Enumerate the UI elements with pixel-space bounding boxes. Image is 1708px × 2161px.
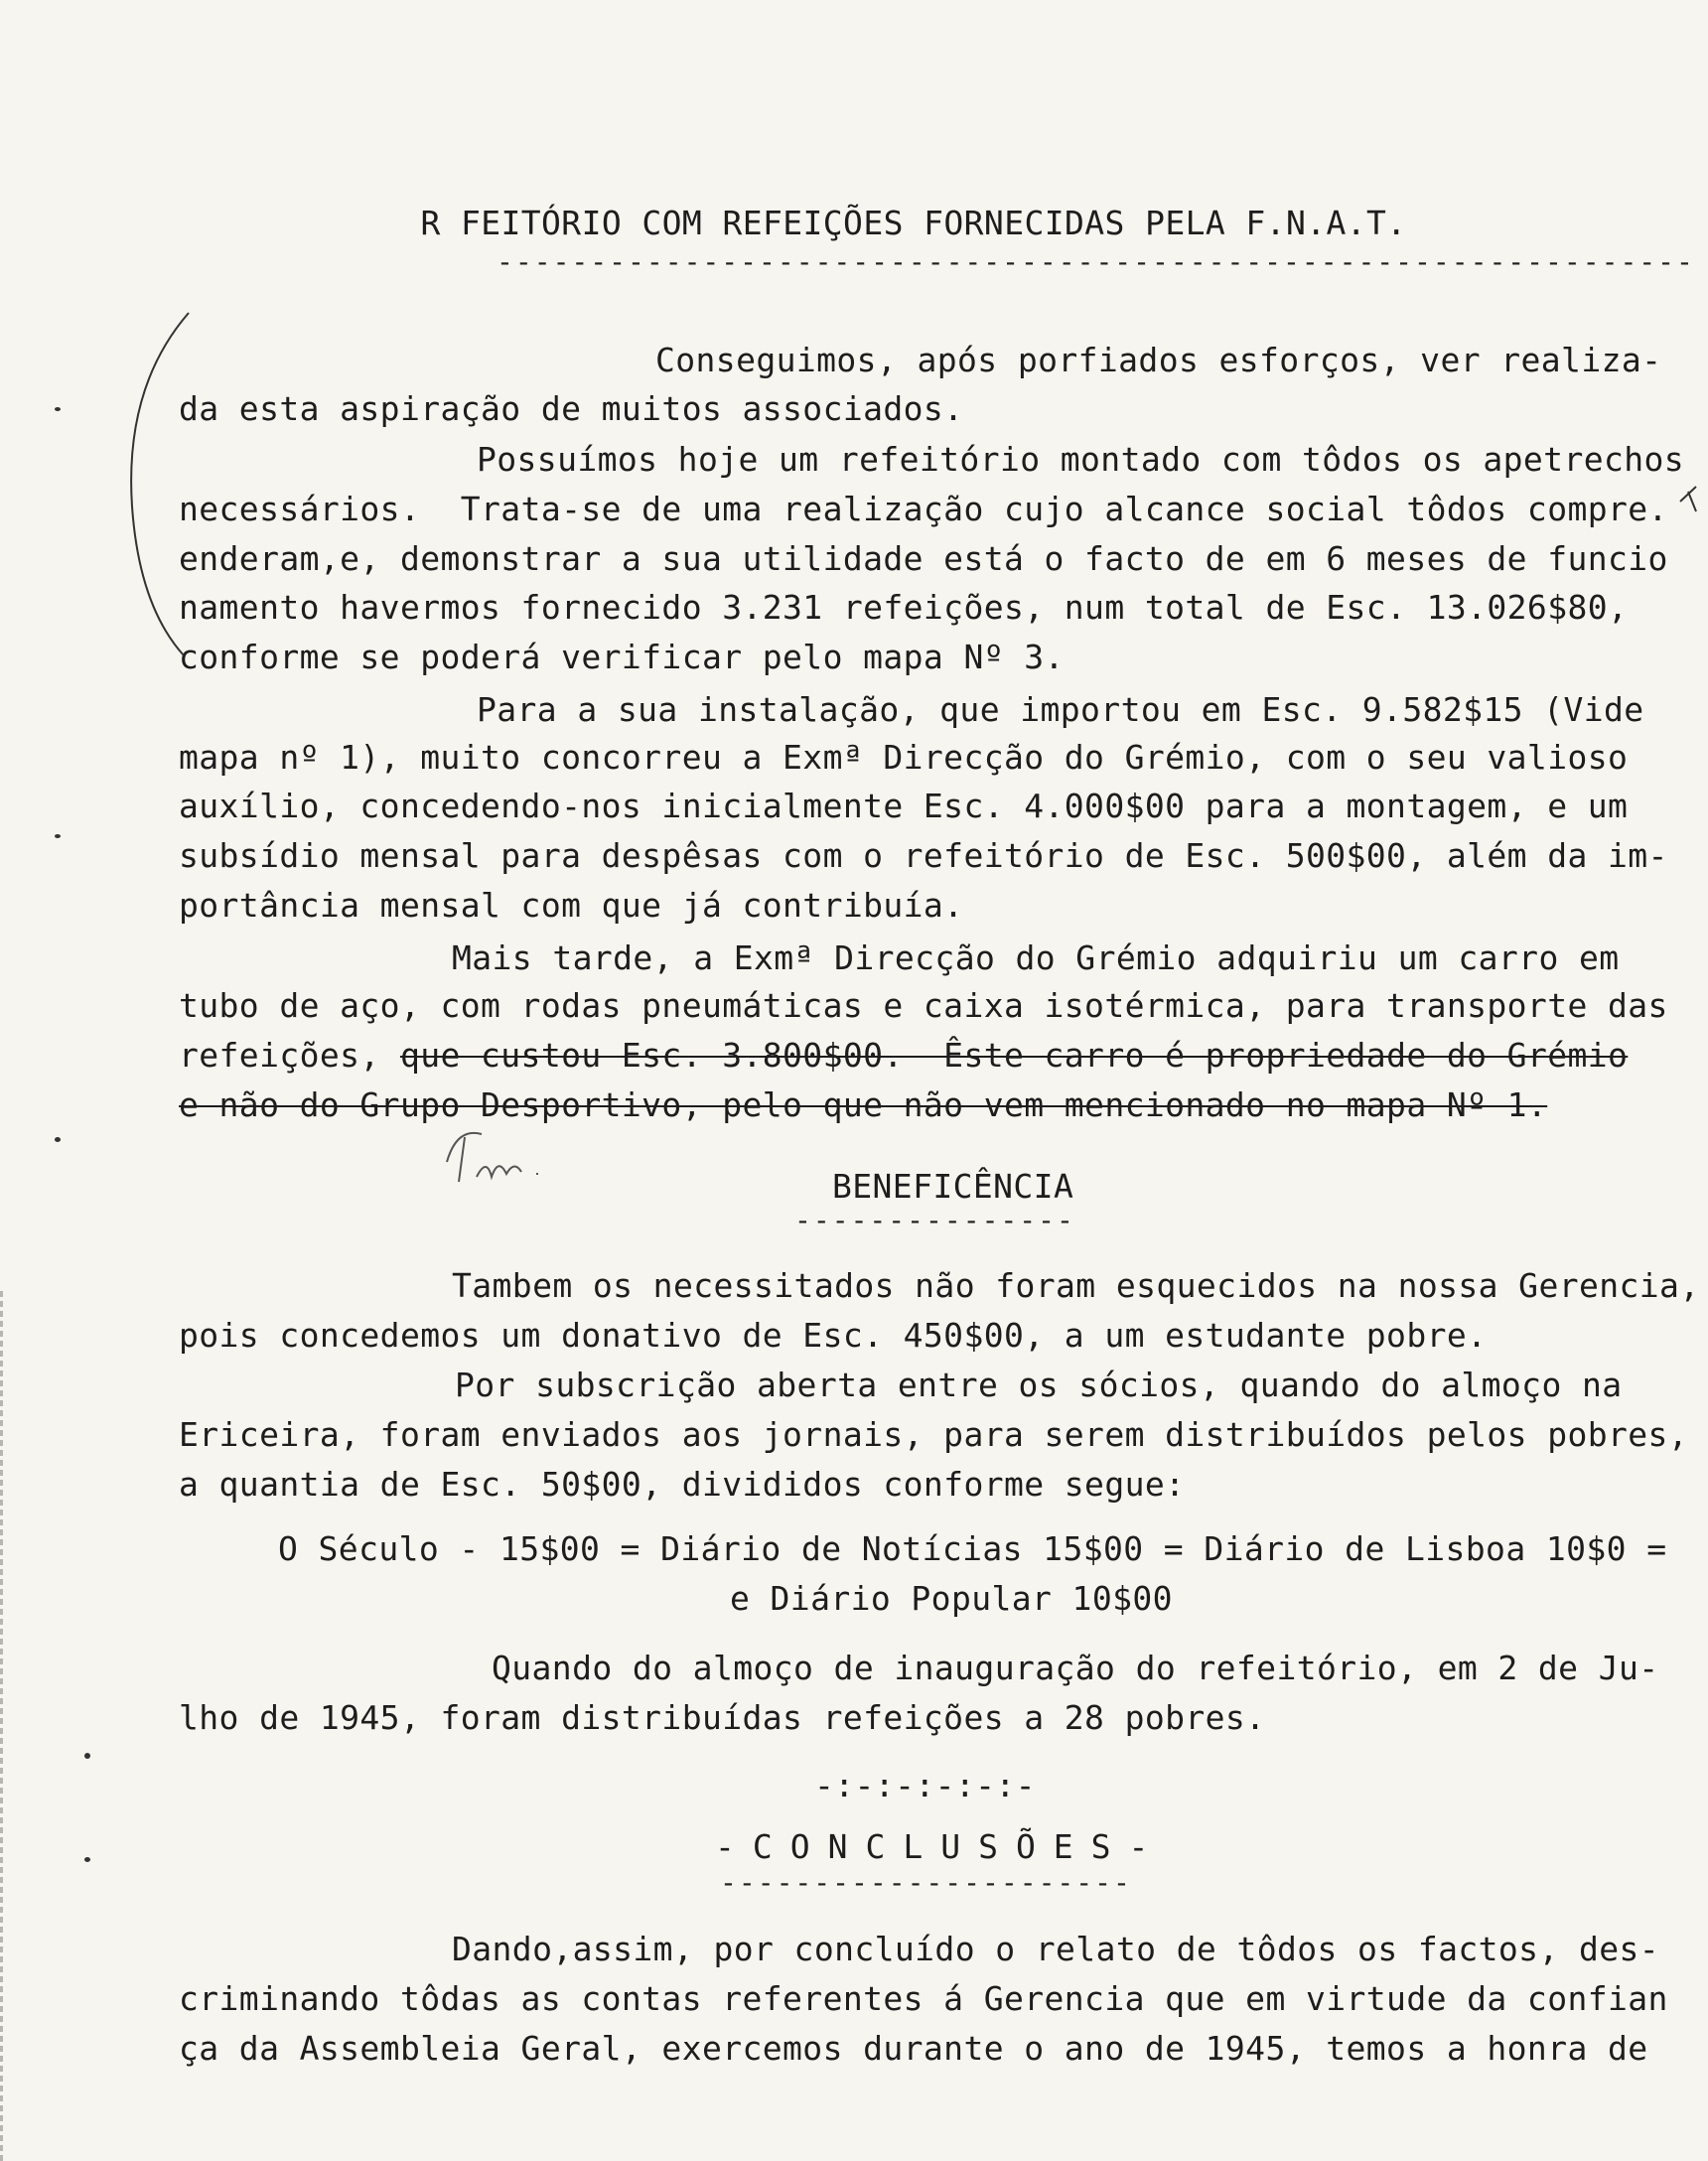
conclusoes-underline: ----------------------: [720, 1866, 1132, 1899]
paragraph-6-line-3: a quantia de Esc. 50$00, divididos conforme segue:: [179, 1465, 1186, 1504]
margin-dot: [84, 1857, 90, 1862]
paragraph-4-line-3-start: refeições,: [179, 1036, 400, 1075]
paragraph-7-line-2: lho de 1945, foram distribuídas refeições a 28 pobres.: [179, 1698, 1266, 1737]
paragraph-5-line-1: Tambem os necessitados não foram esquecidos na nossa Gerencia,: [452, 1266, 1700, 1305]
section-heading-conclusoes: -CONCLUSÕES-: [715, 1827, 1167, 1866]
margin-dot: [55, 834, 61, 838]
margin-dot: [55, 1137, 61, 1142]
paragraph-1-line-1: Conseguimos, após porfiados esforços, ver realiza-: [655, 341, 1662, 379]
paragraph-2-line-2: necessários. Trata-se de uma realização cujo alcance social tôdos compre.: [179, 490, 1668, 528]
paragraph-3-line-1: Para a sua instalação, que importou em Esc. 9.582$15 (Vide: [477, 690, 1644, 729]
paragraph-2-line-5: conforme se poderá verificar pelo mapa Nº 3.: [179, 638, 1065, 676]
margin-dot: [84, 1753, 90, 1759]
handwritten-initials: [437, 1122, 576, 1192]
paragraph-4-line-3: [179, 1036, 1628, 1076]
paragraph-2-line-4: namento havermos fornecido 3.231 refeições, num total de Esc. 13.026$80,: [179, 588, 1629, 627]
paragraph-7-line-1: Quando do almoço de inauguração do refeitório, em 2 de Ju-: [492, 1649, 1659, 1687]
paragraph-3-line-4: subsídio mensal para despêsas com o refeitório de Esc. 500$00, além da im-: [179, 836, 1668, 875]
document-title: R FEITÓRIO COM REFEIÇÕES FORNECIDAS PELA F.N.A.T.: [420, 204, 1407, 242]
paragraph-8-line-2: criminando tôdas as contas referentes á Gerencia que em virtude da confian: [179, 1979, 1668, 2018]
section-heading-beneficencia: BENEFICÊNCIA: [832, 1167, 1074, 1206]
paragraph-6-line-1: Por subscrição aberta entre os sócios, quando do almoço na: [455, 1366, 1623, 1404]
paragraph-8-line-1: Dando,assim, por concluído o relato de tôdos os factos, des-: [452, 1930, 1660, 1968]
paragraph-4-line-2: tubo de aço, com rodas pneumáticas e caixa isotérmica, para transporte das: [179, 986, 1668, 1025]
scan-edge: [0, 1291, 3, 2161]
margin-dot: [55, 407, 61, 411]
paragraph-6-line-2: Ericeira, foram enviados aos jornais, para serem distribuídos pelos pobres,: [179, 1415, 1689, 1454]
title-underline: ----------------------------------------------------------------: [497, 245, 1695, 278]
margin-arrow-mark: [1678, 482, 1708, 521]
struck-text: que custou Esc. 3.800$00. Êste carro é propriedade do Grémio: [399, 1036, 1629, 1075]
margin-bracket-mark: [114, 308, 204, 665]
paragraph-8-line-3: ça da Assembleia Geral, exercemos durante o ano de 1945, temos a honra de: [179, 2029, 1648, 2068]
paragraph-3-line-3: auxílio, concedendo-nos inicialmente Esc. 4.000$00 para a montagem, e um: [179, 787, 1629, 825]
paragraph-3-line-5: portância mensal com que já contribuía.: [179, 886, 964, 925]
paragraph-3-line-2: mapa nº 1), muito concorreu a Exmª Direcção do Grémio, com o seu valioso: [179, 738, 1629, 777]
paragraph-2-line-1: Possuímos hoje um refeitório montado com tôdos os apetrechos: [477, 440, 1685, 479]
paragraph-1-line-2: da esta aspiração de muitos associados.: [179, 389, 964, 428]
distribution-line-2: e Diário Popular 10$00: [730, 1579, 1173, 1618]
separator: -:-:-:-:-:-: [814, 1766, 1036, 1804]
beneficencia-underline: ---------------: [794, 1204, 1075, 1236]
paragraph-5-line-2: pois concedemos um donativo de Esc. 450$00, a um estudante pobre.: [179, 1316, 1488, 1355]
distribution-line-1: O Século - 15$00 = Diário de Notícias 15$00 = Diário de Lisboa 10$0 =: [278, 1529, 1667, 1568]
paragraph-4-line-1: Mais tarde, a Exmª Direcção do Grémio adquiriu um carro em: [452, 938, 1620, 977]
paragraph-2-line-3: enderam,e, demonstrar a sua utilidade está o facto de em 6 meses de funcio: [179, 539, 1668, 578]
paragraph-4-line-4: e não do Grupo Desportivo, pelo que não vem mencionado no mapa Nº 1.: [179, 1085, 1548, 1124]
